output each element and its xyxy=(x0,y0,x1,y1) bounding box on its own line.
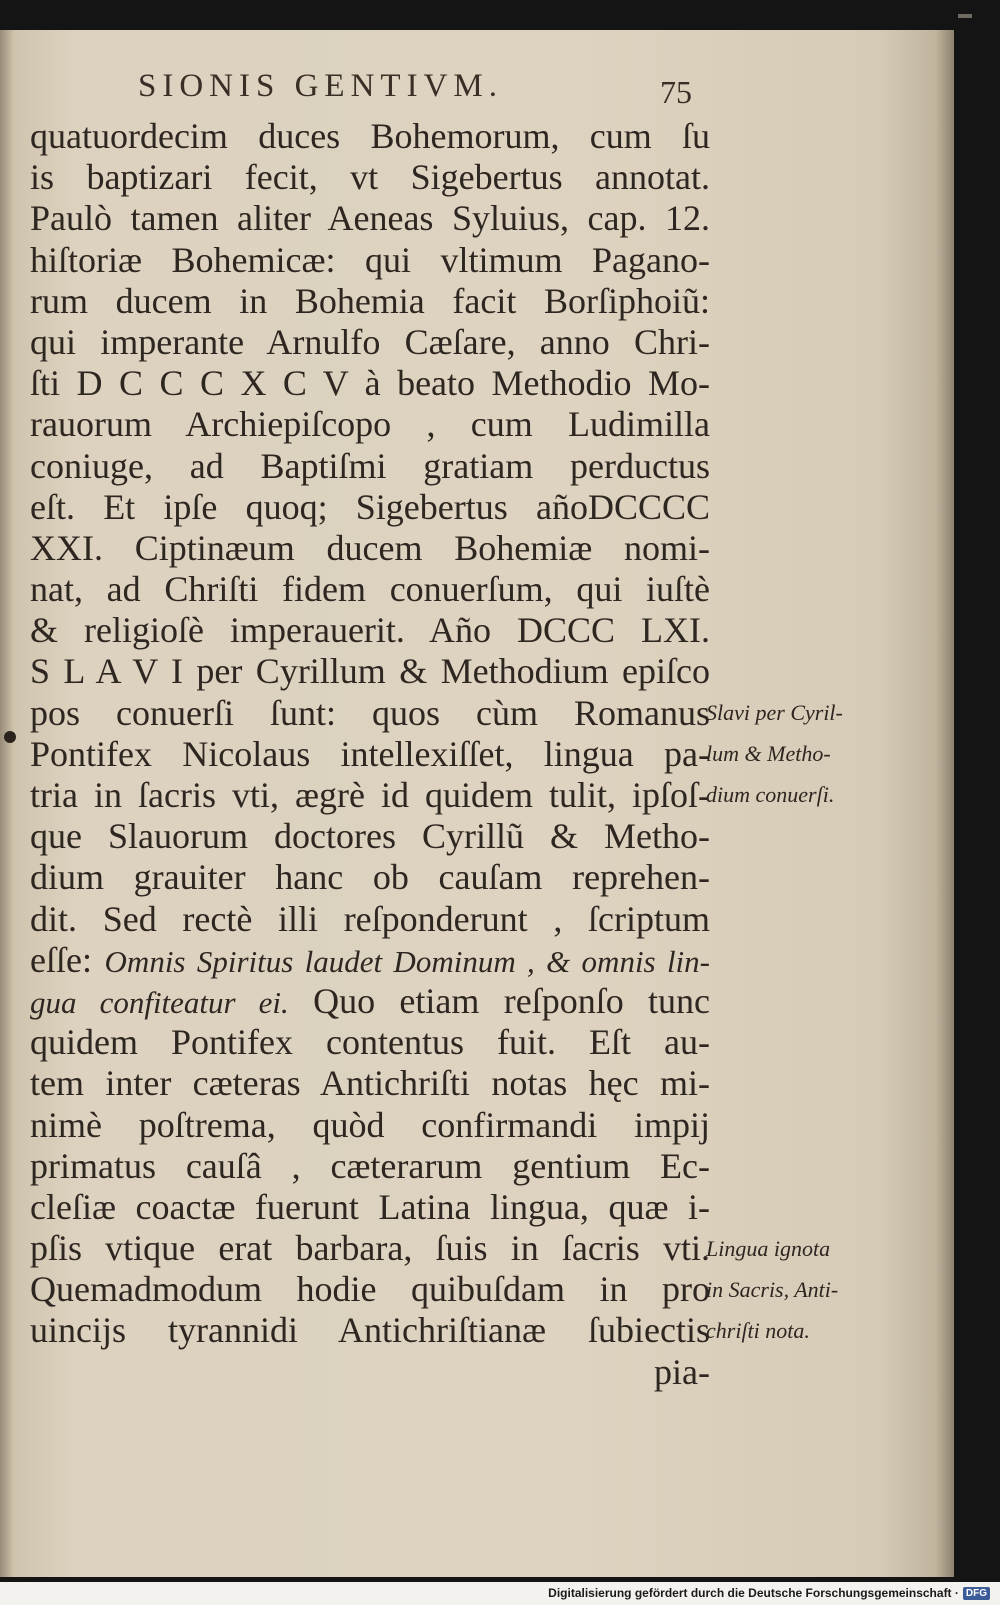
text-line-with-quotation xyxy=(30,981,710,1022)
text-line: uincijs tyrannidi Antichriſtianæ ſubiectis xyxy=(30,1310,710,1351)
marginal-note-lingua xyxy=(706,1228,886,1352)
text-line: quatuordecim duces Bohemorum, cum ſu xyxy=(30,116,710,156)
text-line: rum ducem in Bohemia facit Borſiphoiũ: xyxy=(30,280,710,321)
main-text-block xyxy=(30,116,710,1393)
page-number: 75 xyxy=(660,74,692,110)
marginal-note-line: chriſti nota. xyxy=(706,1318,810,1344)
text-line: pſis vtique erat barbara, ſuis in ſacris vti. xyxy=(30,1228,710,1269)
digitization-credit xyxy=(548,1583,990,1603)
text-line: cleſiæ coactæ fuerunt Latina lingua, quæ i- xyxy=(30,1186,710,1227)
text-line: & religioſè imperauerit. Año DCCC LXI. xyxy=(30,610,710,651)
marginal-note-line: Lingua ignota xyxy=(706,1236,831,1261)
text-segment: Quo etiam reſponſo tunc xyxy=(288,980,710,1021)
page-gutter-shadow xyxy=(0,30,14,1577)
text-line: S L A V I per Cyrillum & Methodium epiſco xyxy=(30,651,710,692)
text-line: coniuge, ad Baptiſmi gratiam perductus xyxy=(30,445,710,486)
text-line: Quemadmodum hodie quibuſdam in pro xyxy=(30,1269,710,1310)
marginal-note-slavi xyxy=(706,692,886,816)
bullet-mark-icon xyxy=(4,731,16,743)
text-line: dit. Sed rectè illi reſponderunt , ſcriptum xyxy=(30,898,710,939)
catchword: pia- xyxy=(654,1351,710,1392)
text-line: hiſtoriæ Bohemicæ: qui vltimum Pagano- xyxy=(30,239,710,280)
text-line: quidem Pontifex contentus fuit. Eſt au- xyxy=(30,1022,710,1063)
text-line: Paulò tamen aliter Aeneas Syluius, cap. 12. xyxy=(30,198,710,239)
text-line: eſt. Et ipſe quoq; Sigebertus añoDCCCC xyxy=(30,486,710,527)
book-page xyxy=(0,30,954,1577)
marginal-note-line: in Sacris, Anti- xyxy=(706,1277,839,1303)
page-edge-shadow xyxy=(936,30,954,1577)
running-head: SIONIS GENTIVM. xyxy=(138,68,503,104)
text-line: tem inter cæteras Antichriſti notas hęc mi- xyxy=(30,1063,710,1104)
scan-corner-mark xyxy=(958,14,972,18)
text-line: Pontifex Nicolaus intellexiſſet, lingua pa- xyxy=(30,733,710,774)
marginal-note-line: lum & Metho- xyxy=(706,741,831,767)
text-line: qui imperante Arnulfo Cæſare, anno Chri- xyxy=(30,321,710,362)
dfg-logo-icon: DFG xyxy=(963,1587,990,1600)
text-line: XXI. Ciptinæum ducem Bohemiæ nomi- xyxy=(30,527,710,568)
text-line: primatus cauſâ , cæterarum gentium Ec- xyxy=(30,1145,710,1186)
text-line: tria in ſacris vti, ægrè id quidem tulit, ipſoſ- xyxy=(30,775,710,815)
text-segment: eſſe: xyxy=(30,939,105,980)
text-line: pos conuerſi ſunt: quos cùm Romanus xyxy=(30,692,710,733)
scripture-quotation: Omnis Spiritus laudet Dominum , & omnis lin- xyxy=(104,943,710,979)
marginal-note-line: dium conuerſi. xyxy=(706,782,835,808)
text-line: rauorum Archiepiſcopo , cum Ludimilla xyxy=(30,404,710,445)
text-line: nimè poſtrema, quòd confirmandi impij xyxy=(30,1104,710,1145)
text-line: nat, ad Chriſti fidem conuerſum, qui iuſtè xyxy=(30,569,710,610)
text-line-with-quotation xyxy=(30,940,710,981)
text-line: dium grauiter hanc ob cauſam reprehen- xyxy=(30,857,710,898)
credit-text: Digitalisierung gefördert durch die Deutsche Forschungsgemeinschaft · xyxy=(548,1586,959,1600)
scripture-quotation: gua confiteatur ei. xyxy=(30,984,289,1020)
marginal-note-line: Slavi per Cyril- xyxy=(706,700,843,725)
text-line: que Slauorum doctores Cyrillũ & Metho- xyxy=(30,816,710,857)
text-line: is baptizari fecit, vt Sigebertus annotat. xyxy=(30,157,710,198)
text-line: ſti D C C C X C V à beato Methodio Mo- xyxy=(30,363,710,404)
